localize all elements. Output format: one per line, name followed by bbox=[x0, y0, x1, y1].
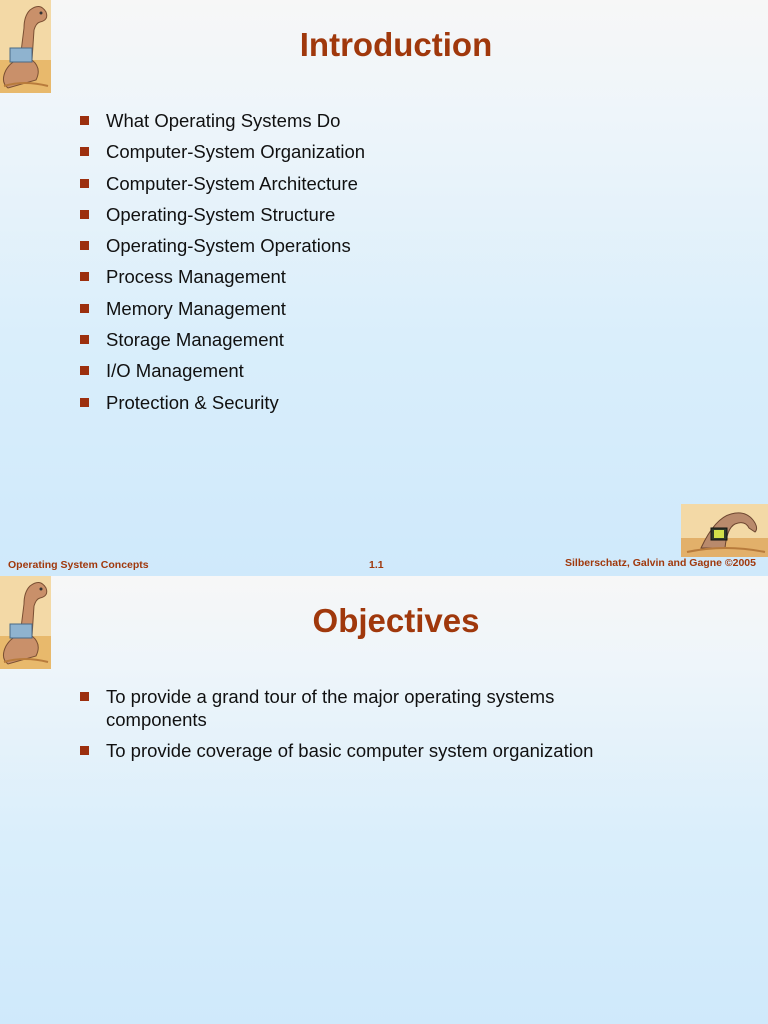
square-bullet-icon bbox=[80, 272, 89, 281]
square-bullet-icon bbox=[80, 210, 89, 219]
bullet-text: What Operating Systems Do bbox=[106, 110, 341, 131]
bullet-text: I/O Management bbox=[106, 360, 244, 382]
bullet-list bbox=[78, 109, 638, 422]
square-bullet-icon bbox=[80, 335, 89, 344]
square-bullet-icon bbox=[80, 366, 89, 375]
footer-slide-number: 1.1 bbox=[369, 559, 384, 571]
list-item bbox=[78, 297, 638, 320]
list-item bbox=[78, 172, 638, 195]
bullet-text: Process Management bbox=[106, 266, 286, 288]
list-item bbox=[78, 685, 618, 731]
bullet-text: Storage Management bbox=[106, 329, 284, 351]
bullet-text: Protection & Security bbox=[106, 391, 279, 413]
square-bullet-icon bbox=[80, 241, 89, 250]
dinosaur-laptop-icon bbox=[681, 504, 768, 557]
list-item bbox=[78, 265, 638, 288]
square-bullet-icon bbox=[80, 179, 89, 188]
bullet-list bbox=[78, 685, 618, 771]
slide-title: Objectives bbox=[312, 602, 480, 639]
list-item bbox=[78, 739, 618, 762]
square-bullet-icon bbox=[80, 746, 89, 755]
bullet-text: Computer-System Organization bbox=[106, 141, 366, 163]
bullet-text: Computer-System Architecture bbox=[106, 172, 358, 194]
slide-objectives bbox=[0, 576, 768, 1024]
square-bullet-icon bbox=[80, 147, 89, 156]
bullet-text: To provide coverage of basic computer system organization bbox=[106, 740, 594, 762]
list-item bbox=[78, 234, 638, 257]
footer-course-title: Operating System Concepts bbox=[8, 559, 149, 571]
bullet-text: Operating-System Operations bbox=[106, 235, 351, 257]
list-item bbox=[78, 359, 638, 382]
list-item bbox=[78, 140, 638, 163]
list-item bbox=[78, 203, 638, 226]
square-bullet-icon bbox=[80, 692, 89, 701]
square-bullet-icon bbox=[80, 304, 89, 313]
bullet-text: To provide a grand tour of the major operating systems components bbox=[106, 686, 555, 730]
bullet-text: Operating-System Structure bbox=[106, 203, 336, 225]
square-bullet-icon bbox=[80, 398, 89, 407]
list-item bbox=[78, 109, 638, 132]
square-bullet-icon bbox=[80, 116, 89, 125]
list-item bbox=[78, 328, 638, 351]
bullet-text: Memory Management bbox=[106, 297, 286, 319]
list-item bbox=[78, 391, 638, 414]
footer-authors: Silberschatz, Galvin and Gagne ©2005 bbox=[565, 557, 756, 569]
slide-title: Introduction bbox=[299, 26, 493, 63]
